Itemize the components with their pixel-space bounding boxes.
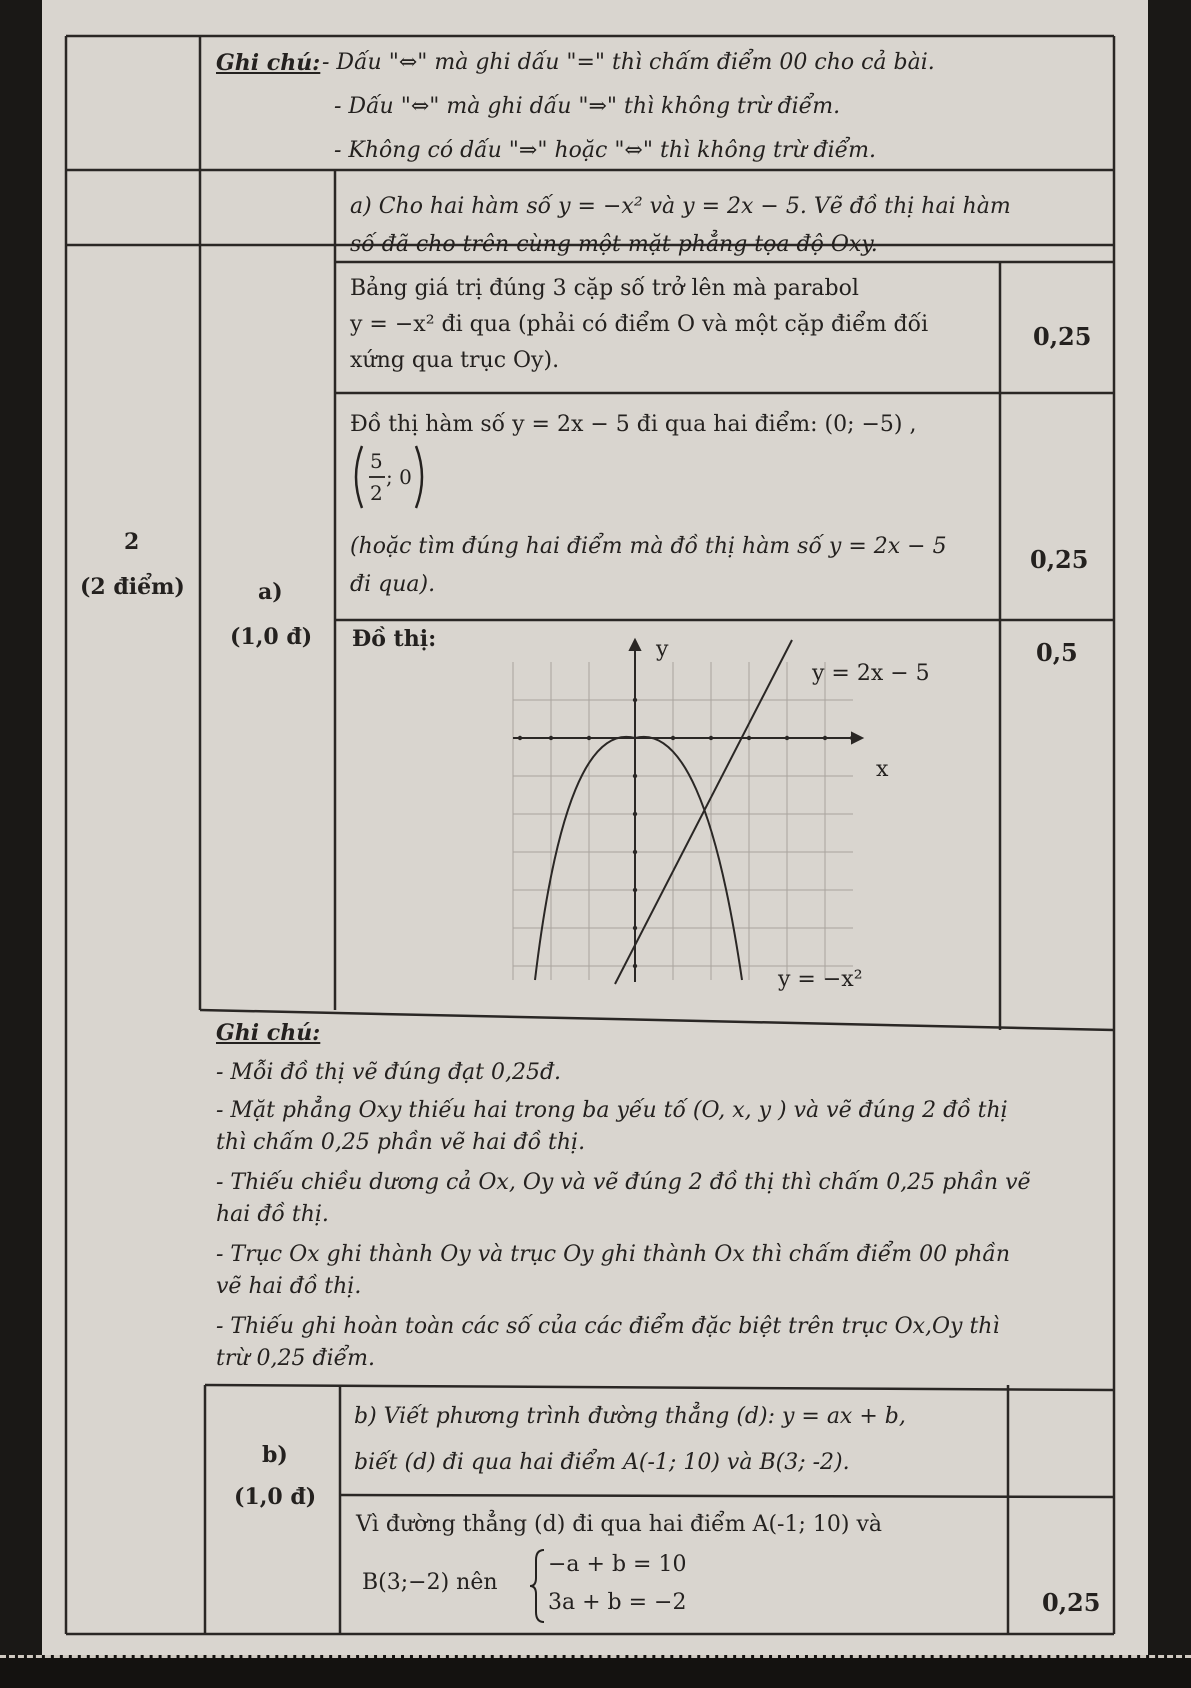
row2-line1: Đồ thị hàm số y = 2x − 5 đi qua hai điểm: (0; −5) , [350,412,917,437]
row2-line3: (hoặc tìm đúng hai điểm mà đồ thị hàm số y = 2x − 5 [350,534,947,559]
note-mid-line6: - Trục Ox ghi thành Oy và trục Oy ghi thành Ox thì chấm điểm 00 phần [216,1242,1011,1267]
note-top-line2: - Dấu "⇔" mà ghi dấu "⇒" thì không trừ điểm. [334,94,841,119]
graph-axes [513,640,862,982]
part-b-points: (1,0 đ) [234,1484,317,1510]
part-a-label: a) [258,579,283,605]
frac-rest: ; 0 [386,465,412,489]
system-brace [528,1546,548,1626]
note-mid-title: Ghi chú: [216,1020,321,1046]
note-top-title: Ghi chú: [216,50,321,76]
note-mid-line5: hai đồ thị. [216,1202,329,1227]
note-mid-line2: - Mặt phẳng Oxy thiếu hai trong ba yếu tố (O, x, y ) và vẽ đúng 2 đồ thị [216,1098,1008,1123]
question-points: (2 điểm) [80,574,185,600]
question-number: 2 [124,529,140,555]
part-b-answer-prefix: B(3;−2) nên [362,1570,498,1595]
frac-numerator: 5 [370,449,383,473]
note-mid-line4: - Thiếu chiều dương cả Ox, Oy và vẽ đúng 2 đồ thị thì chấm 0,25 phần vẽ [216,1170,1031,1195]
parabola-curve [535,737,635,980]
graph-y-label: y [656,637,669,662]
note-top-line1: - Dấu "⇔" mà ghi dấu "=" thì chấm điểm 00 cho cả bài. [322,50,935,75]
part-b-prompt-line2: biết (d) đi qua hai điểm A(-1; 10) và B(3; -2). [354,1450,850,1475]
row3-score: 0,5 [1036,638,1078,667]
part-b-label: b) [262,1442,288,1468]
note-mid-line9: trừ 0,25 điểm. [216,1346,376,1371]
part-a-prompt-line2: số đã cho trên cùng một mặt phẳng tọa độ Oxy. [350,232,878,257]
row1-score: 0,25 [1033,322,1092,351]
part-a-prompt-line1: a) Cho hai hàm số y = −x² và y = 2x − 5. Vẽ đồ thị hai hàm [350,194,1011,219]
row1-line3: xứng qua trục Oy). [350,348,560,373]
row2-line4: đi qua). [350,572,436,597]
row1-line1: Bảng giá trị đúng 3 cặp số trở lên mà parabol [350,276,859,301]
system-equation-2: 3a + b = −2 [548,1590,687,1615]
note-mid-line7: vẽ hai đồ thị. [216,1274,362,1299]
note-top-line3: - Không có dấu "⇒" hoặc "⇔" thì không trừ điểm. [334,138,877,163]
parabola-curve-right [635,737,742,980]
row1-line2: y = −x² đi qua (phải có điểm O và một cặp điểm đối [350,312,929,337]
row3-label: Đồ thị: [352,626,437,652]
note-mid-line1: - Mỗi đồ thị vẽ đúng đạt 0,25đ. [216,1060,562,1085]
frac-denominator: 2 [370,481,383,505]
part-b-score: 0,25 [1042,1588,1101,1617]
part-a-points: (1,0 đ) [230,624,313,650]
system-equation-1: −a + b = 10 [548,1552,687,1577]
graph-parabola-label: y = −x² [778,967,863,992]
note-mid-line3: thì chấm 0,25 phần vẽ hai đồ thị. [216,1130,586,1155]
note-mid-line8: - Thiếu ghi hoàn toàn các số của các điểm đặc biệt trên trục Ox,Oy thì [216,1314,1000,1339]
line-y-2x-5 [615,640,792,984]
graph-x-label: x [876,757,889,782]
row2-score: 0,25 [1030,545,1089,574]
bottom-edge [0,1655,1191,1688]
graph-line-label: y = 2x − 5 [812,661,930,686]
part-b-answer-line1: Vì đường thẳng (d) đi qua hai điểm A(-1; 10) và [356,1512,882,1537]
part-b-prompt-line1: b) Viết phương trình đường thẳng (d): y = ax + b, [354,1404,906,1429]
